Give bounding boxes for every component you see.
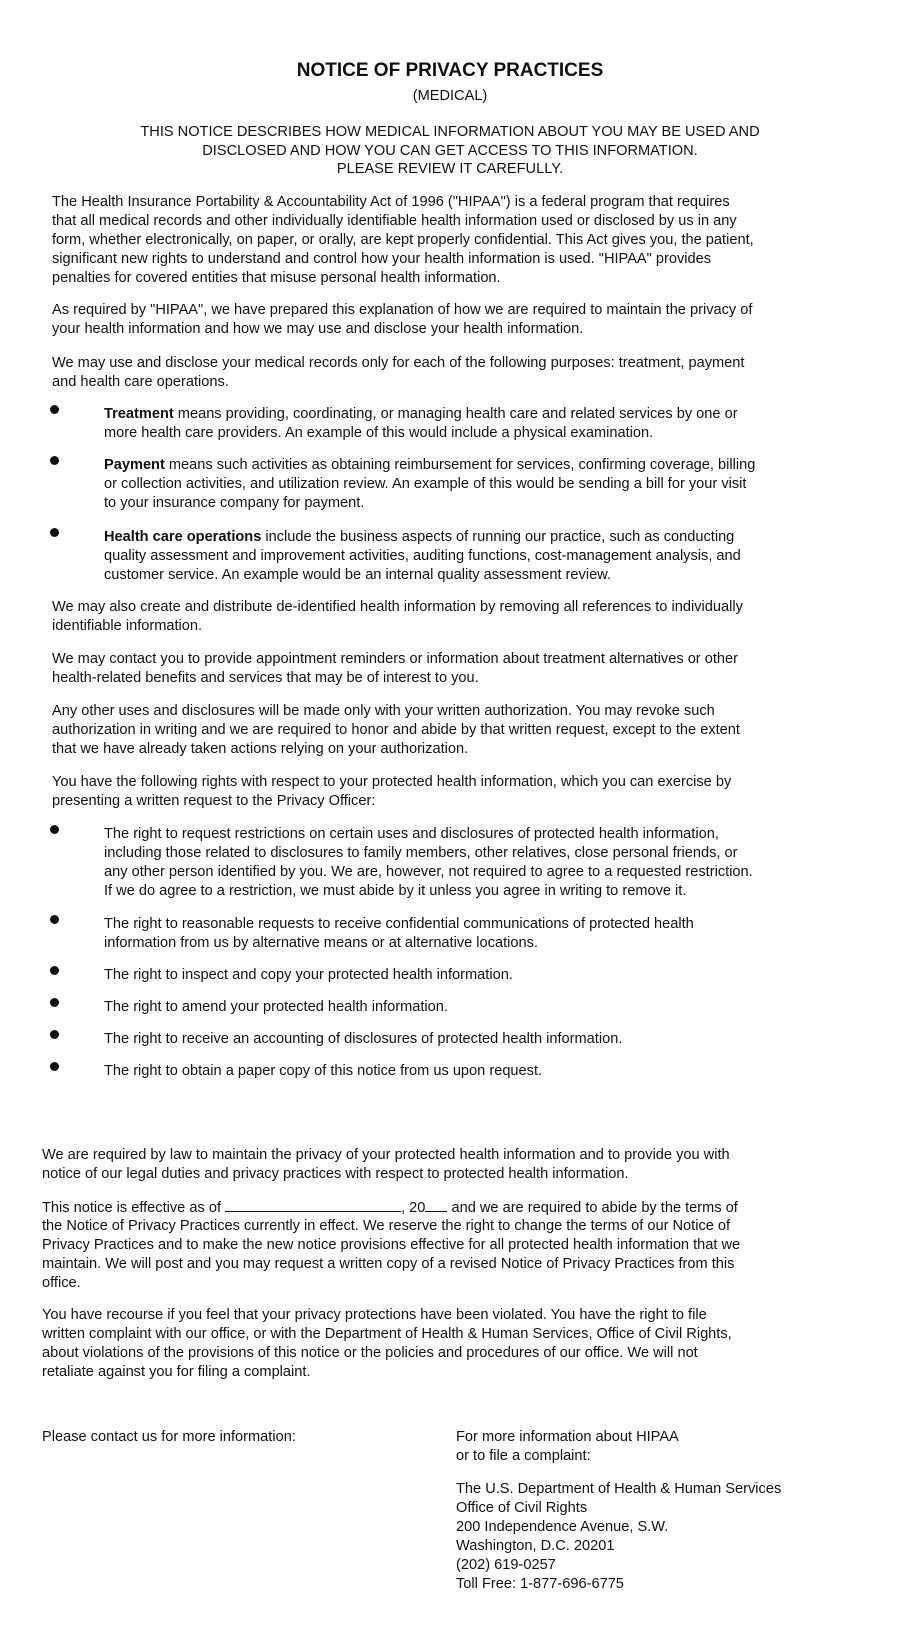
effective-date-blank: [225, 1198, 401, 1212]
hipaa-intro-paragraph: The Health Insurance Portability & Accountability Act of 1996 ("HIPAA") is a federal program that requires that all medical records and other individually identifiable health information used or disclosed by us in any form, whether electronically, on paper, or orally, are kept properly confidential. This Act gives you, the patient, significant new rights to understand and control how your health information is used. "HIPAA" provides penalties for covered entities that misuse personal health information.: [52, 194, 754, 286]
purpose-payment: [104, 456, 844, 513]
hhs-address: The U.S. Department of Health & Human Services Office of Civil Rights 200 Independence Avenue, S.W. Washington, D.C. 20201 (202) 619-0257 Toll Free: 1-877-696-6775: [456, 1481, 782, 1592]
right-item: The right to reasonable requests to receive confidential communications of protected health information from us by alternative means or at alternative locations.: [104, 916, 694, 951]
law-paragraph: We are required by law to maintain the privacy of your protected health information and to provide you with notice of our legal duties and privacy practices with respect to protected health information.: [42, 1147, 730, 1182]
effective-prefix: This notice is effective as of: [42, 1200, 221, 1216]
bullet-icon: [50, 456, 59, 465]
notice-heading: THIS NOTICE DESCRIBES HOW MEDICAL INFORMATION ABOUT YOU MAY BE USED AND DISCLOSED AND HOW YOU CAN GET ACCESS TO THIS INFORMATION. PLEASE REVIEW IT CAREFULLY.: [140, 124, 760, 177]
bullet-icon: [50, 915, 59, 924]
rights-intro-paragraph: You have the following rights with respect to your protected health information, which you can exercise by presenting a written request to the Privacy Officer:: [52, 774, 732, 809]
bullet-icon: [50, 405, 59, 414]
bullet-icon: [50, 1030, 59, 1039]
right-item: The right to inspect and copy your protected health information.: [104, 967, 513, 983]
purpose-term: Payment: [104, 457, 165, 473]
purpose-treatment: [104, 405, 844, 443]
right-item: The right to request restrictions on certain uses and disclosures of protected health information, including those related to disclosures to family members, other relatives, close personal friends, or any other person identified by you. We are, however, not required to agree to a requested restriction. If we do agree to a restriction, we must abide by it unless you agree in writing to remove it.: [104, 826, 753, 899]
effective-year-label: , 20: [401, 1200, 426, 1216]
required-paragraph: As required by "HIPAA", we have prepared this explanation of how we are required to maintain the privacy of your health information and how we may use and disclose your health information.: [52, 302, 753, 337]
purpose-term: Treatment: [104, 406, 174, 422]
effective-year-blank: [425, 1198, 447, 1212]
effective-paragraph: the Notice of Privacy Practices currently in effect. We reserve the right to change the terms of our Notice of Privacy Practices and to make the new notice provisions effective for all protected health information that we maintain. We will post and you may request a written copy of a revised Notice of Privacy Practices from this office.: [42, 1218, 741, 1291]
recourse-paragraph: You have recourse if you feel that your privacy protections have been violated. You have the right to file written complaint with our office, or with the Department of Health & Human Services, Office of Civil Rights, about violations of the provisions of this notice or the policies and procedures of our office. We will not retaliate against you for filing a complaint.: [42, 1307, 732, 1380]
other-uses-paragraph: Any other uses and disclosures will be made only with your written authorization. You may revoke such authorization in writing and we are required to honor and abide by that written request, except to the extent that we have already taken actions relying on your authorization.: [52, 703, 740, 757]
bullet-icon: [50, 966, 59, 975]
effective-suffix: and we are required to abide by the terms of: [451, 1200, 738, 1216]
purpose-text: means such activities as obtaining reimbursement for services, confirming coverage, billing or collection activities, and utilization review. An example of this would be sending a bill for your visit to your insurance company for payment.: [104, 457, 756, 511]
contact-us-label: Please contact us for more information:: [42, 1429, 296, 1445]
purposes-paragraph: We may use and disclose your medical records only for each of the following purposes: treatment, payment and health care operations.: [52, 355, 745, 390]
bullet-icon: [50, 825, 59, 834]
bullet-icon: [50, 998, 59, 1007]
bullet-icon: [50, 528, 59, 537]
bullet-icon: [50, 1062, 59, 1071]
effective-date-line: [42, 1198, 862, 1218]
document-title: NOTICE OF PRIVACY PRACTICES: [296, 60, 604, 81]
purpose-text: means providing, coordinating, or managing health care and related services by one or more health care providers. An example of this would include a physical examination.: [104, 406, 738, 441]
right-item: The right to obtain a paper copy of this notice from us upon request.: [104, 1063, 543, 1079]
deidentified-paragraph: We may also create and distribute de-identified health information by removing all references to individually identifiable information.: [52, 599, 743, 634]
contact-paragraph: We may contact you to provide appointment reminders or information about treatment alternatives or other health-related benefits and services that may be of interest to you.: [52, 651, 738, 686]
purpose-term: Health care operations: [104, 529, 262, 545]
purpose-text: include the business aspects of running our practice, such as conducting quality assessment and improvement activities, auditing functions, cost-management analysis, and customer service. An example would be an internal quality assessment review.: [104, 529, 741, 583]
hipaa-info-label: For more information about HIPAA or to file a complaint:: [456, 1429, 679, 1464]
right-item: The right to amend your protected health information.: [104, 999, 448, 1015]
right-item: The right to receive an accounting of disclosures of protected health information.: [104, 1031, 623, 1047]
document-subtitle: (MEDICAL): [412, 88, 488, 104]
purpose-operations: [104, 528, 844, 585]
